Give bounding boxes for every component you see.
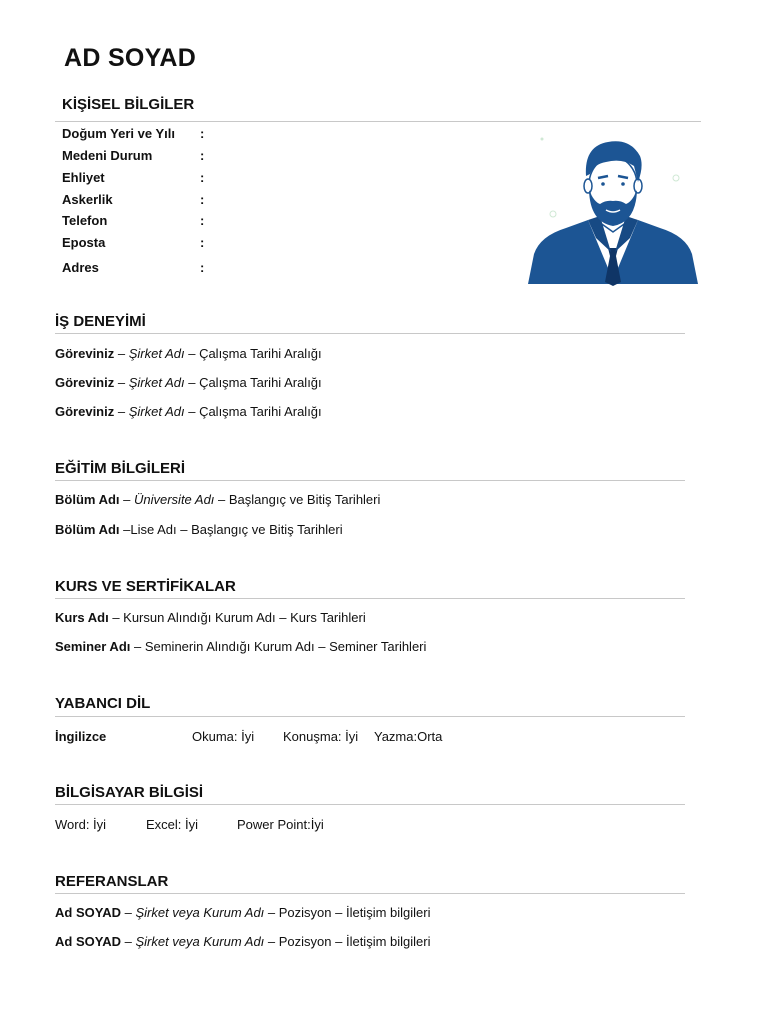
field-colon-birth: : bbox=[200, 126, 205, 141]
field-colon-address: : bbox=[200, 260, 205, 275]
experience-row-3 bbox=[55, 404, 322, 419]
skill-excel: Excel: İyi bbox=[146, 817, 199, 832]
course-name: Kurs Adı bbox=[55, 610, 109, 625]
language-title: YABANCI DİL bbox=[55, 695, 151, 712]
education-dept: Bölüm Adı bbox=[55, 522, 120, 537]
field-colon-email: : bbox=[200, 235, 205, 250]
experience-divider bbox=[55, 333, 685, 334]
field-label-military: Askerlik bbox=[62, 192, 113, 207]
education-dash: – bbox=[176, 522, 192, 537]
course-row-1 bbox=[55, 610, 366, 625]
experience-company: Şirket Adı bbox=[128, 346, 185, 361]
field-label-email: Eposta bbox=[62, 235, 106, 250]
field-colon-marital: : bbox=[200, 148, 205, 163]
seminar-name: Seminer Adı bbox=[55, 639, 131, 654]
reference-details: – Pozisyon – İletişim bilgileri bbox=[264, 934, 431, 949]
education-row-1 bbox=[55, 492, 380, 507]
experience-dash: – bbox=[184, 346, 200, 361]
personal-info-title: KİŞİSEL BİLGİLER bbox=[62, 96, 195, 113]
experience-dash: – bbox=[184, 404, 200, 419]
experience-role: Göreviniz bbox=[55, 404, 115, 419]
man-with-beard-in-suit-icon bbox=[526, 130, 700, 286]
computer-title: BİLGİSAYAR BİLGİSİ bbox=[55, 784, 204, 801]
reference-dash: – bbox=[120, 934, 136, 949]
language-divider bbox=[55, 716, 685, 717]
reference-dash: – bbox=[120, 905, 136, 920]
education-dept: Bölüm Adı bbox=[55, 492, 120, 507]
education-dash: – bbox=[119, 522, 131, 537]
field-label-license: Ehliyet bbox=[62, 170, 105, 185]
experience-row-2 bbox=[55, 375, 322, 390]
experience-dates: Çalışma Tarihi Aralığı bbox=[199, 404, 322, 419]
courses-divider bbox=[55, 598, 685, 599]
course-details: – Kursun Alındığı Kurum Adı – Kurs Tarihleri bbox=[108, 610, 366, 625]
references-title: REFERANSLAR bbox=[55, 873, 169, 890]
field-colon-phone: : bbox=[200, 213, 205, 228]
education-divider bbox=[55, 480, 685, 481]
reference-org: Şirket veya Kurum Adı bbox=[135, 905, 265, 920]
education-school: Üniversite Adı bbox=[133, 492, 215, 507]
reference-name: Ad SOYAD bbox=[55, 905, 121, 920]
education-row-2 bbox=[55, 522, 343, 537]
personal-info-divider bbox=[55, 121, 701, 122]
course-row-2 bbox=[55, 639, 426, 654]
education-dash: – bbox=[214, 492, 229, 507]
education-title: EĞİTİM BİLGİLERİ bbox=[55, 460, 185, 477]
field-label-address: Adres bbox=[62, 260, 99, 275]
experience-title: İŞ DENEYİMİ bbox=[55, 313, 146, 330]
field-colon-license: : bbox=[200, 170, 205, 185]
field-label-phone: Telefon bbox=[62, 213, 108, 228]
education-dates: Başlangıç ve Bitiş Tarihleri bbox=[191, 522, 343, 537]
field-label-marital: Medeni Durum bbox=[62, 148, 153, 163]
experience-dash: – bbox=[114, 404, 129, 419]
education-dates: Başlangıç ve Bitiş Tarihleri bbox=[228, 492, 381, 507]
courses-title: KURS VE SERTİFİKALAR bbox=[55, 578, 236, 595]
language-writing: Yazma:Orta bbox=[374, 729, 443, 744]
language-reading: Okuma: İyi bbox=[192, 729, 255, 744]
reference-org: Şirket veya Kurum Adı bbox=[135, 934, 265, 949]
computer-divider bbox=[55, 804, 685, 805]
references-divider bbox=[55, 893, 685, 894]
skill-word: Word: İyi bbox=[55, 817, 107, 832]
experience-role: Göreviniz bbox=[55, 346, 115, 361]
experience-row-1 bbox=[55, 346, 322, 361]
skill-powerpoint: Power Point:İyi bbox=[237, 817, 324, 832]
experience-dash: – bbox=[184, 375, 200, 390]
seminar-details: – Seminerin Alındığı Kurum Adı – Seminer Tarihleri bbox=[130, 639, 427, 654]
reference-row-2 bbox=[55, 934, 431, 949]
language-speaking: Konuşma: İyi bbox=[283, 729, 359, 744]
experience-company: Şirket Adı bbox=[128, 404, 185, 419]
field-colon-military: : bbox=[200, 192, 205, 207]
experience-dash: – bbox=[114, 375, 129, 390]
experience-dates: Çalışma Tarihi Aralığı bbox=[199, 375, 322, 390]
language-name: İngilizce bbox=[55, 729, 107, 744]
reference-row-1 bbox=[55, 905, 431, 920]
experience-dates: Çalışma Tarihi Aralığı bbox=[199, 346, 322, 361]
field-label-birth: Doğum Yeri ve Yılı bbox=[62, 126, 175, 141]
education-school: Lise Adı bbox=[130, 522, 177, 537]
education-dash: – bbox=[119, 492, 134, 507]
experience-company: Şirket Adı bbox=[128, 375, 185, 390]
resume-name: AD SOYAD bbox=[64, 44, 197, 72]
experience-role: Göreviniz bbox=[55, 375, 115, 390]
reference-name: Ad SOYAD bbox=[55, 934, 121, 949]
reference-details: – Pozisyon – İletişim bilgileri bbox=[264, 905, 431, 920]
experience-dash: – bbox=[114, 346, 129, 361]
